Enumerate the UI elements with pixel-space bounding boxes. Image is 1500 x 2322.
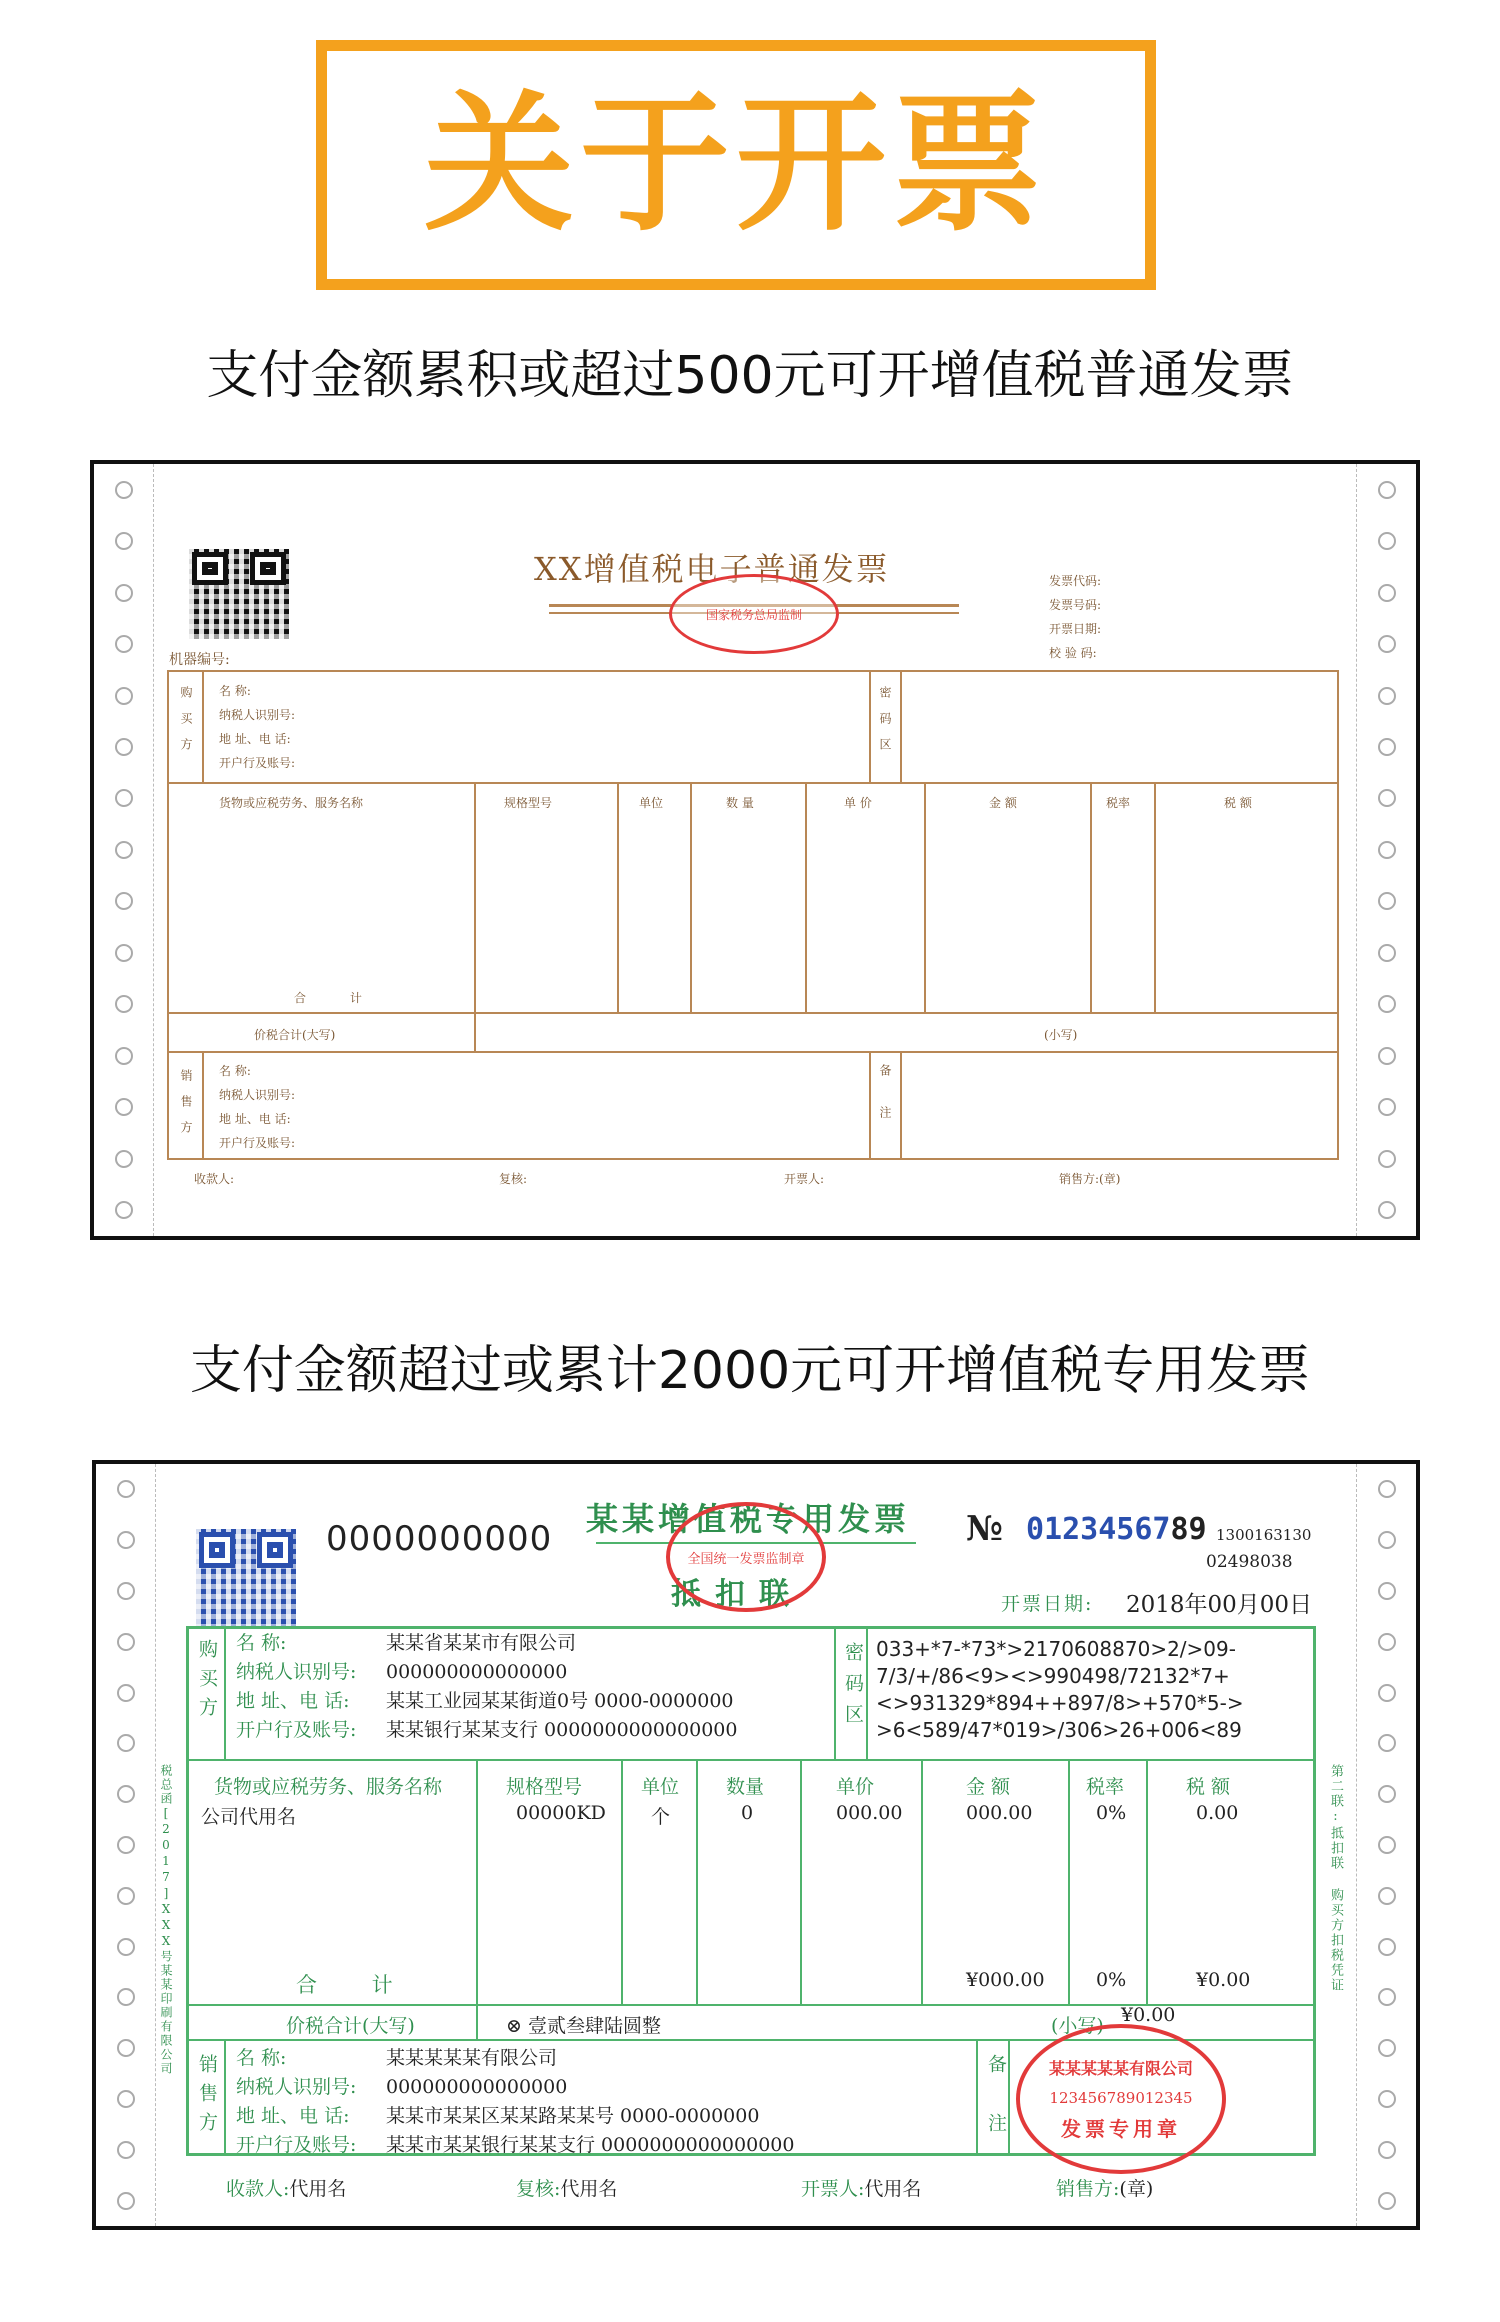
row-amount: 000.00 xyxy=(966,1802,1033,1824)
total-tax: ¥0.00 xyxy=(1196,1969,1251,1991)
seller-side-label-2: 销售方 xyxy=(196,2054,218,2141)
col-rate: 税率 xyxy=(1106,796,1131,810)
row-spec: 00000KD xyxy=(516,1802,606,1824)
invoice-title: XX增值税电子普通发票 xyxy=(534,550,890,588)
special-invoice-image xyxy=(92,1460,1420,2230)
buyer-side-label-2: 购买方 xyxy=(196,1639,218,1726)
col-goods-2: 货物或应税劳务、服务名称 xyxy=(214,1776,443,1798)
left-margin-text: 税总函[2017]XXX号某某印刷有限公司 xyxy=(159,1764,173,2076)
date-label: 开票日期: xyxy=(1001,1593,1094,1615)
invoice-table xyxy=(167,670,1339,1160)
col-qty-2: 数量 xyxy=(726,1776,765,1798)
total-rate: 0% xyxy=(1096,1969,1127,1991)
remark-side-label: 备注 xyxy=(878,1064,892,1148)
col-unit-2: 单位 xyxy=(641,1776,680,1798)
page-title: 关于开票 xyxy=(423,78,1048,252)
total-amount: ¥000.00 xyxy=(966,1969,1045,1991)
seller-info: 名 称: 某某某某某有限公司 纳税人识别号: 000000000000000 地 址、电 话: 某某市某某区某某路某某号 0000-0000000 开户行及账号: 某某市某某银行某某支行 0000000000000000 xyxy=(236,2047,795,2156)
invoice-subtitle: 抵扣联 xyxy=(671,1577,803,1612)
cipher-side-label: 密码区 xyxy=(878,686,892,764)
seller-side-label: 销售方 xyxy=(179,1069,193,1147)
footer-seller-2: 销售方:(章) xyxy=(1056,2178,1154,2200)
invoice-code: 0000000000 xyxy=(326,1519,553,1559)
footer-issuer: 开票人: xyxy=(784,1172,825,1186)
small-label-2: (小写) xyxy=(1051,2015,1104,2037)
tax-bureau-seal: 国家税务总局监制 xyxy=(669,574,839,654)
caption-general-invoice: 支付金额累积或超过500元可开增值税普通发票 xyxy=(206,346,1294,406)
total-label-2: 合 计 xyxy=(296,1973,417,1997)
tax-bureau-seal-2: 全国统一发票监制章 xyxy=(666,1502,826,1612)
general-invoice-image xyxy=(90,460,1420,1240)
col-spec-2: 规格型号 xyxy=(506,1776,583,1798)
row-unit: 个 xyxy=(651,1806,671,1828)
row-goods: 公司代用名 xyxy=(201,1806,297,1828)
seller-invoice-seal: 某某某某某有限公司 123456789012345 发票专用章 xyxy=(1016,2024,1226,2174)
perforation-strip-left xyxy=(94,464,154,1236)
total-label: 合 计 xyxy=(294,991,382,1005)
footer-issuer-2: 开票人:代用名 xyxy=(801,2178,922,2200)
col-spec: 规格型号 xyxy=(504,796,553,810)
tax-total-label: 价税合计(大写) xyxy=(254,1028,336,1042)
buyer-info: 名 称: 某某省某某市有限公司 纳税人识别号: 000000000000000 地 址、电 话: 某某工业园某某街道0号 0000-0000000 开户行及账号: 某某银行某某支行 0000000000000000 xyxy=(236,1632,738,1741)
col-price-2: 单价 xyxy=(836,1776,875,1798)
qr-code-icon xyxy=(189,549,289,639)
page-title-box xyxy=(316,40,1156,290)
number-symbol: № xyxy=(966,1509,1003,1549)
row-price: 000.00 xyxy=(836,1802,903,1824)
col-tax: 税 额 xyxy=(1224,796,1252,810)
small-label: (小写) xyxy=(1044,1028,1078,1042)
col-tax-2: 税 额 xyxy=(1186,1776,1231,1798)
cipher-text: 033+*7-*73*>2170608870>2/>09- 7/3/+/86<9><>990498/72132*7+ <>931329*894++897/8>+570*5-> >6<589/47*019>/306>26+006<89 xyxy=(876,1637,1244,1742)
code-small-2: 02498038 xyxy=(1206,1552,1293,1572)
perforation-strip-right-2 xyxy=(1356,1464,1416,2226)
invoice-title-2: 某某增值税专用发票 xyxy=(586,1500,911,1538)
col-amount-2: 金 额 xyxy=(966,1776,1011,1798)
col-goods: 货物或应税劳务、服务名称 xyxy=(219,796,364,810)
cipher-side-label-2: 密码区 xyxy=(842,1642,864,1735)
col-amount: 金 额 xyxy=(989,796,1017,810)
tax-total-value: ⊗ 壹贰叁肆陆圆整 xyxy=(506,2015,661,2037)
code-small-1: 1300163130 xyxy=(1216,1526,1312,1544)
row-rate: 0% xyxy=(1096,1802,1127,1824)
perforation-strip-left-2 xyxy=(96,1464,156,2226)
col-rate-2: 税率 xyxy=(1086,1776,1125,1798)
machine-number-label: 机器编号: xyxy=(169,652,230,668)
tax-total-label-2: 价税合计(大写) xyxy=(286,2015,415,2037)
remark-side-label-2: 备注 xyxy=(985,2054,1007,2172)
seller-labels: 名 称: 纳税人识别号: 地 址、电 话: 开户行及账号: xyxy=(219,1064,296,1150)
invoice-number: 0123456789 xyxy=(1026,1512,1207,1547)
small-value: ¥0.00 xyxy=(1121,2004,1176,2026)
footer-reviewer: 复核: xyxy=(499,1172,528,1186)
buyer-labels: 名 称: 纳税人识别号: 地 址、电 话: 开户行及账号: xyxy=(219,684,296,770)
footer-payee-2: 收款人:代用名 xyxy=(226,2178,347,2200)
col-qty: 数 量 xyxy=(726,796,754,810)
buyer-side-label: 购买方 xyxy=(179,686,193,764)
footer-payee: 收款人: xyxy=(194,1172,235,1186)
footer-seller: 销售方:(章) xyxy=(1059,1172,1121,1186)
caption-special-invoice: 支付金额超过或累计2000元可开增值税专用发票 xyxy=(189,1341,1311,1401)
right-margin-text: 第二联:抵扣联 购买方扣税凭证 xyxy=(1328,1764,1343,1993)
footer-reviewer-2: 复核:代用名 xyxy=(516,2178,618,2200)
row-qty: 0 xyxy=(741,1802,754,1824)
invoice-meta: 发票代码: 发票号码: 开票日期: 校 验 码: xyxy=(1049,574,1102,660)
qr-code-icon-2 xyxy=(196,1529,296,1629)
perforation-strip-right xyxy=(1356,464,1416,1236)
date-value: 2018年00月00日 xyxy=(1126,1592,1313,1618)
row-tax: 0.00 xyxy=(1196,1802,1239,1824)
col-unit: 单位 xyxy=(639,796,664,810)
col-price: 单 价 xyxy=(844,796,872,810)
